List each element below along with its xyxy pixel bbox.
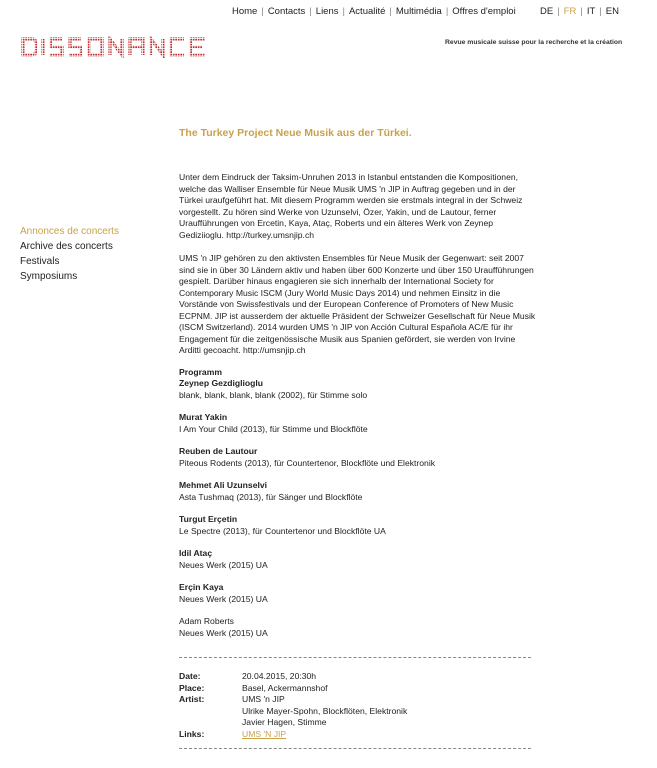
site-tagline: Revue musicale suisse pour la recherche et la création [445,39,623,46]
program-entry [179,480,539,503]
links-label: Links: [179,728,205,739]
nav-multimedia[interactable]: Multimédia [395,6,442,17]
sidebar-item-festivals[interactable]: Festivals [20,256,60,267]
article-paragraph: UMS 'n JIP gehören zu den aktivsten Ensembles für Neue Musik der Gegenwart: seit 2007 sind sie in über 30 Ländern aktiv und haben über 600 Konzerte und über 150 Uraufführungen gespielt. Darüber hinaus engagieren sie sich innerhalb der International Society for Contemporary Music ISCM (Jury World Music Days 2014) und nehmen Einsitz in die Vorstände von Swissfestivals und der European Conference of Promoters of New Music ECPNM. JIP ist ausserdem der aktuelle Präsident der Schweizer Gesellschaft für Neue Musik (ISCM Switzerland). 2014 wurden UMS 'n JIP von Acción Cultural Española AC/E für ihr Engagement für die zeitgenössische Musik aus Spanien gefördert, sie werden von Irvine Arditti gecoacht. http://umsnjip.ch [179,253,536,355]
program-entry [179,446,539,469]
lang-separator: | [580,6,583,17]
event-details [179,671,539,740]
work-title: blank, blank, blank, blank (2002), für Stimme solo [179,389,368,400]
composer-name: Zeynep Gezdiglioglu [179,378,264,388]
lang-de[interactable]: DE [540,6,554,17]
date-label: Date: [179,671,201,681]
artist-name: Ulrike Mayer-Spohn, Blockflöten, Elektronik [242,705,408,716]
links-row [179,729,407,741]
dissonance-logo[interactable] [20,36,220,63]
sidebar-item-annonces-concerts[interactable]: Annonces de concerts [20,226,119,237]
work-title: Neues Werk (2015) UA [179,593,268,604]
program-entry [179,378,539,401]
artist-row [179,694,407,729]
composer-name: Adam Roberts [179,616,234,626]
artist-name: Javier Hagen, Stimme [242,717,327,727]
divider [179,748,531,749]
program-entry [179,548,539,571]
program-entry [179,514,539,537]
nav-liens[interactable]: Liens [315,6,339,17]
links-value [242,729,407,741]
nav-actualite[interactable]: Actualité [348,6,386,17]
main-content [179,127,539,749]
nav-separator: | [389,6,392,17]
article-paragraph: Unter dem Eindruck der Taksim-Unruhen 2013 in Istanbul entstanden die Kompositionen, welche das Walliser Ensemble für Neue Musik UMS 'n JIP in Auftrag gegeben und in der Türkei uraufgeführt hat. Mit diesem Programm werden sie erstmals integral in der Schweiz vorgestellt. Zu hören sind Werke von Uzunselvi, Özer, Yakin, und de Lautour, ferner Uraufführungen von Ercetin, Kaya, Ataç, Roberts und ein älteres Werk von Zeynep Gediziioglu. http://turkey.umsnjip.ch [179,172,523,240]
language-switcher [540,6,619,17]
program-heading: Programm [179,366,222,377]
program-entry [179,582,539,605]
sidebar-item-symposiums[interactable]: Symposiums [20,271,78,282]
lang-separator: | [599,6,602,17]
event-details-table [179,671,407,740]
sidebar-item-archive-concerts[interactable]: Archive des concerts [20,241,113,252]
top-nav [232,6,516,17]
composer-name: Erçin Kaya [179,582,224,592]
artist-values [242,694,407,729]
nav-separator: | [342,6,345,17]
composer-name: Idil Ataç [179,548,213,558]
lang-fr[interactable]: FR [563,6,577,17]
work-title: Asta Tushmaq (2013), für Sänger und Blockflöte [179,491,363,502]
nav-separator: | [445,6,449,17]
date-value: 20.04.2015, 20:30h [242,671,317,681]
nav-separator: | [261,6,264,17]
composer-name: Mehmet Ali Uzunselvi [179,480,268,490]
logo-wordmark [20,36,220,58]
date-row [179,671,407,683]
umsnjip-link[interactable]: UMS 'N JIP [242,728,287,739]
work-title: Le Spectre (2013), für Countertenor und Blockflöte UA [179,525,386,536]
program-entry [179,412,539,435]
nav-contacts[interactable]: Contacts [267,6,306,17]
artist-name: UMS 'n JIP [242,694,285,704]
nav-offres-emploi[interactable]: Offres d'emploi [452,6,516,17]
work-title: Piteous Rodents (2013), für Countertenor, Blockflöte und Elektronik [179,457,436,468]
nav-separator: | [309,6,312,17]
composer-name: Turgut Erçetin [179,514,238,524]
sidebar-nav [20,224,119,284]
nav-home[interactable]: Home [232,6,258,17]
divider [179,657,531,658]
composer-name: Murat Yakin [179,412,228,422]
place-value: Basel, Ackermannshof [242,682,328,693]
lang-en[interactable]: EN [605,6,619,17]
lang-separator: | [557,6,560,17]
work-title: Neues Werk (2015) UA [179,559,268,570]
work-title: Neues Werk (2015) UA [179,627,268,638]
artist-label: Artist: [179,694,205,704]
program-entry [179,616,539,639]
place-label: Place: [179,682,205,693]
lang-it[interactable]: IT [586,6,596,17]
composer-name: Reuben de Lautour [179,446,258,456]
work-title: I Am Your Child (2013), für Stimme und Blockflöte [179,423,368,434]
place-row [179,683,407,695]
program-list [179,367,539,640]
article-title: The Turkey Project Neue Musik aus der Türkei. [179,127,412,139]
